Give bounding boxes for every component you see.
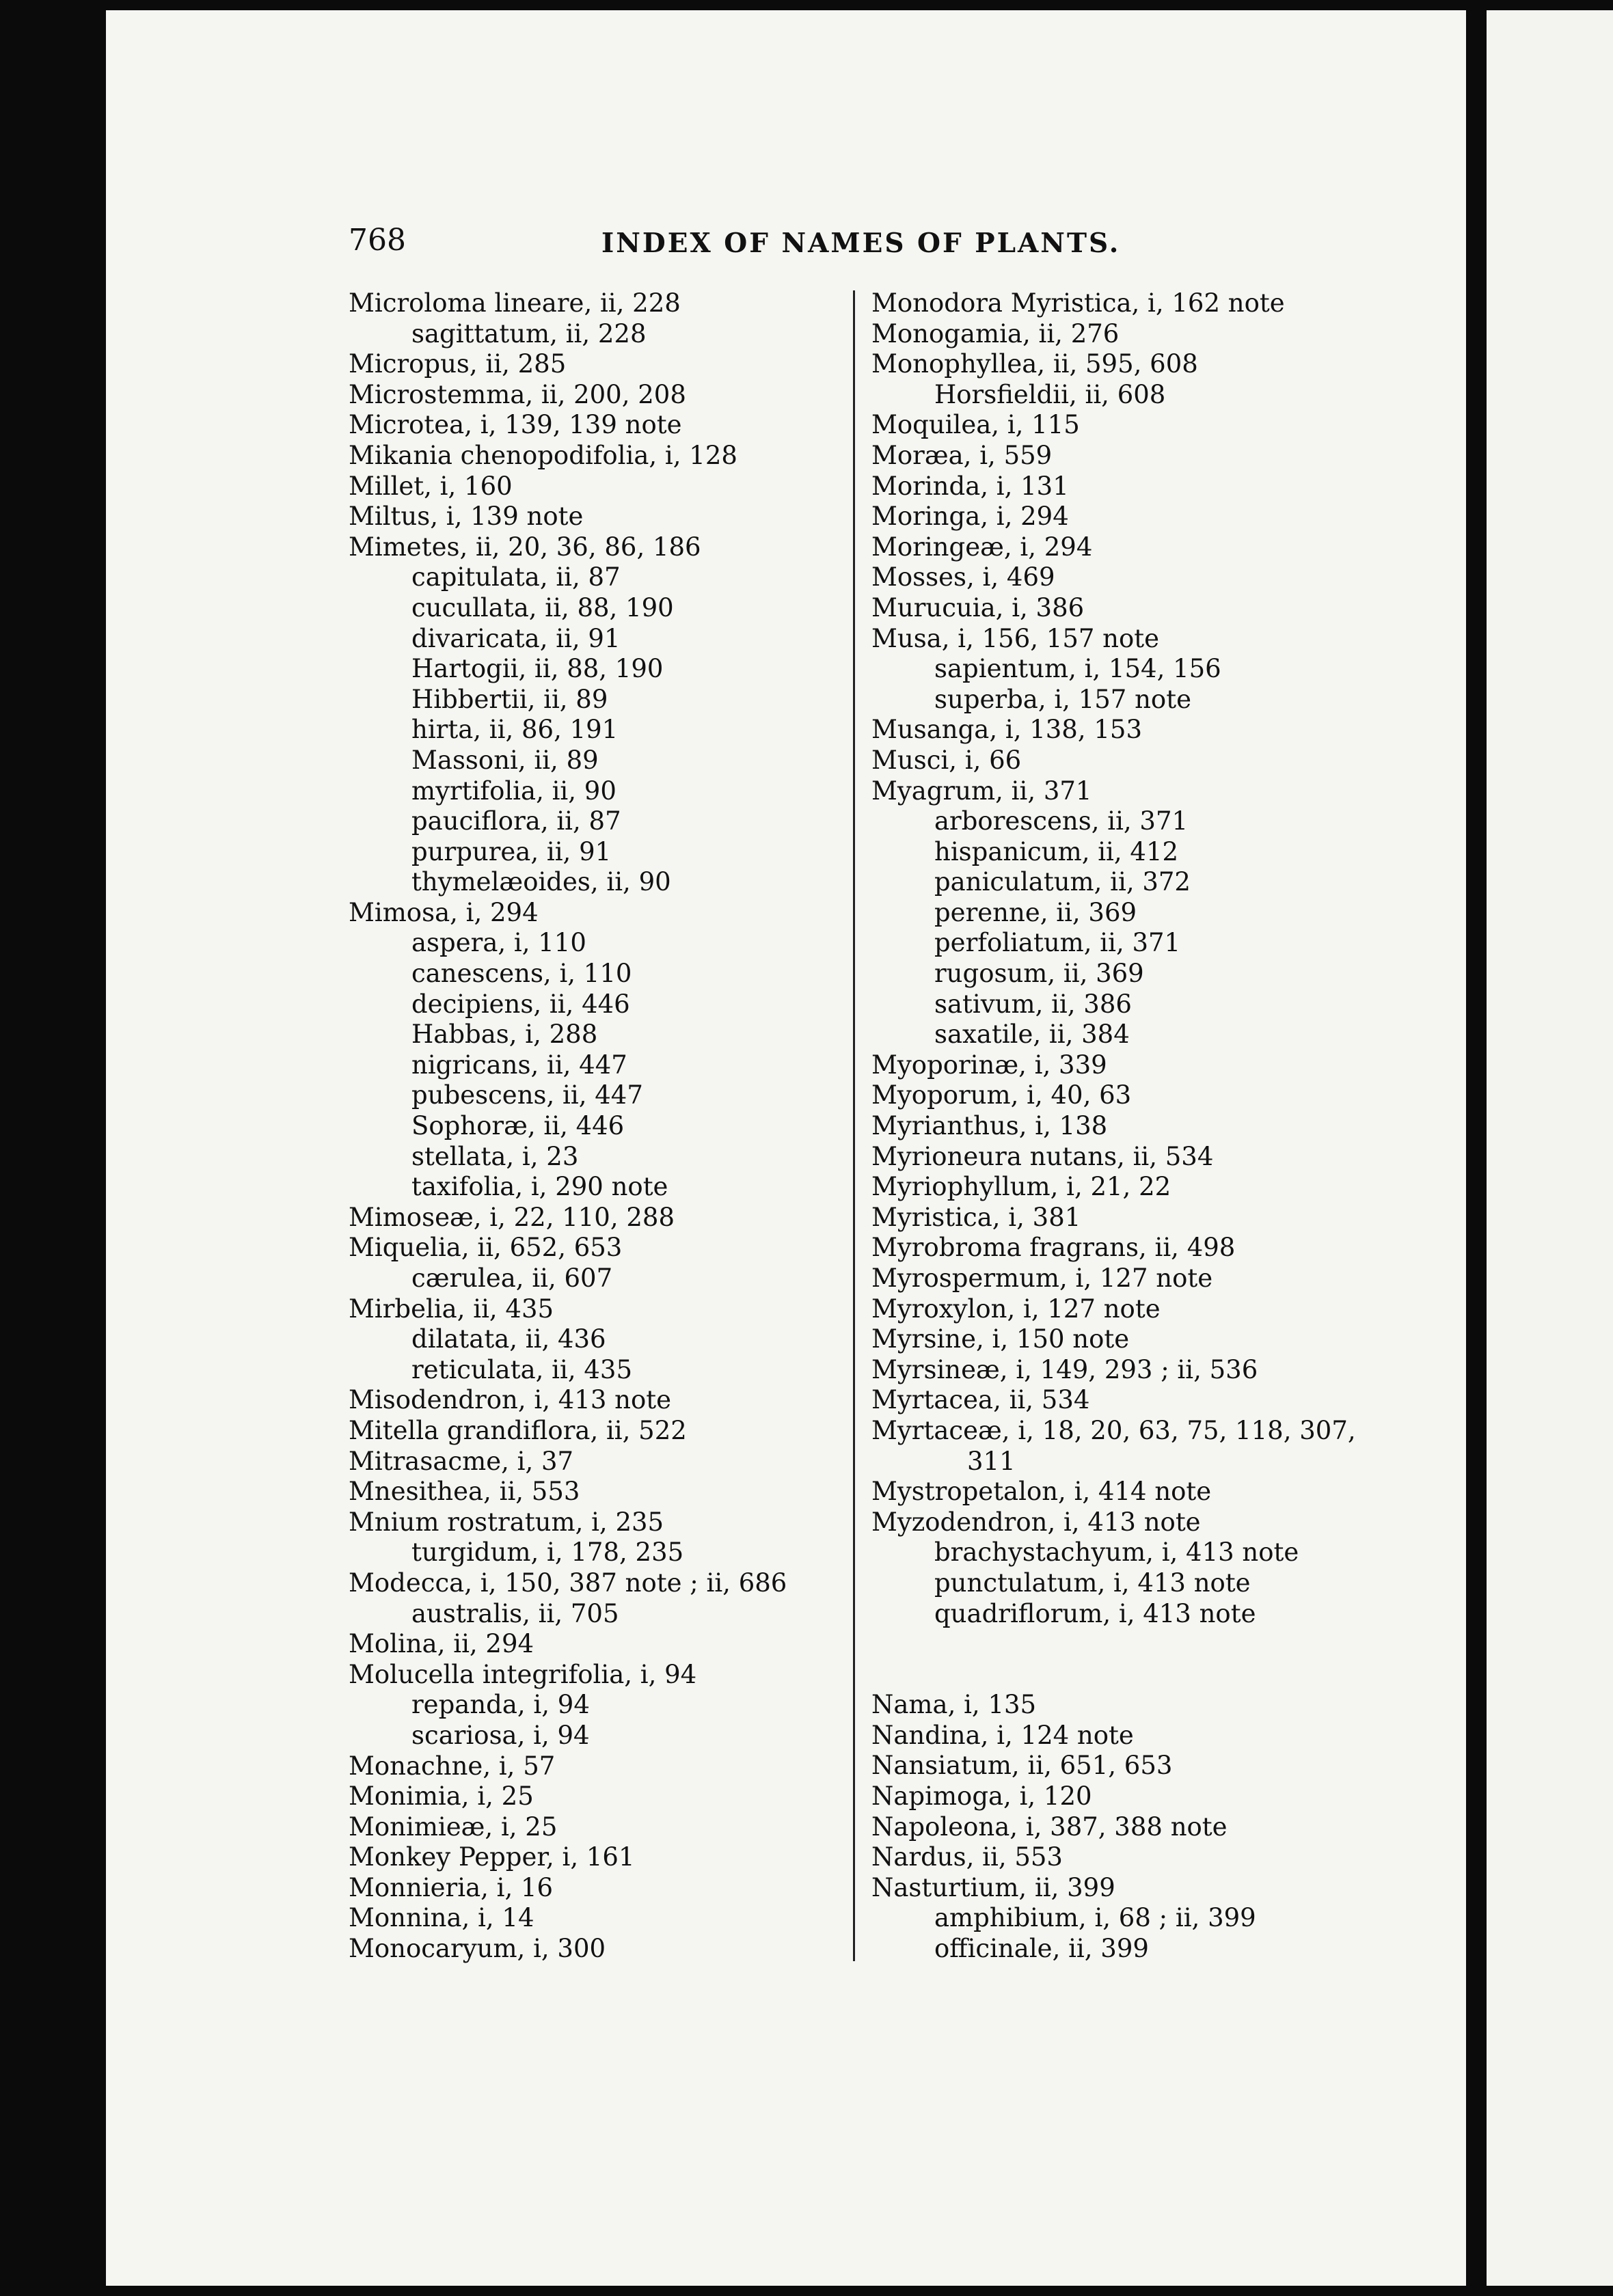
index-entry: Modecca, i, 150, 387 note ; ii, 686 — [349, 1568, 787, 1598]
index-entry: Millet, i, 160 — [349, 471, 513, 501]
index-subentry: quadriflorum, i, 413 note — [934, 1598, 1256, 1628]
index-entry: Microtea, i, 139, 139 note — [349, 410, 682, 440]
index-entry: Miquelia, ii, 652, 653 — [349, 1233, 623, 1263]
index-entry: Myroxylon, i, 127 note — [871, 1294, 1161, 1324]
index-entry: Monnina, i, 14 — [349, 1903, 534, 1933]
index-entry: Murucuia, i, 386 — [871, 592, 1085, 623]
index-entry: Mimoseæ, i, 22, 110, 288 — [349, 1202, 675, 1232]
index-subentry: australis, ii, 705 — [411, 1598, 619, 1628]
index-subentry: pauciflora, ii, 87 — [411, 806, 621, 836]
index-entry: Molucella integrifolia, i, 94 — [349, 1659, 697, 1689]
index-subentry: repanda, i, 94 — [411, 1690, 590, 1720]
index-entry: Musa, i, 156, 157 note — [871, 623, 1160, 653]
index-subentry: perfoliatum, ii, 371 — [934, 928, 1181, 958]
index-subentry: perenne, ii, 369 — [934, 897, 1137, 927]
index-entry: Nama, i, 135 — [871, 1690, 1037, 1720]
index-subentry: punctulatum, i, 413 note — [934, 1568, 1251, 1598]
page-gutter — [1466, 0, 1487, 2296]
index-entry: Mirbelia, ii, 435 — [349, 1294, 554, 1324]
index-subentry: turgidum, i, 178, 235 — [411, 1538, 684, 1568]
running-head — [349, 220, 1374, 261]
index-subentry: scariosa, i, 94 — [411, 1720, 590, 1750]
index-entry: Napimoga, i, 120 — [871, 1781, 1092, 1811]
index-subentry: stellata, i, 23 — [411, 1141, 579, 1171]
index-subentry: aspera, i, 110 — [411, 928, 586, 958]
index-subentry: saxatile, ii, 384 — [934, 1020, 1130, 1050]
index-entry: Micropus, ii, 285 — [349, 349, 567, 379]
index-entry: Nansiatum, ii, 651, 653 — [871, 1751, 1173, 1781]
column-divider — [853, 290, 855, 1961]
index-subentry: sativum, ii, 386 — [934, 989, 1132, 1019]
index-subentry: arborescens, ii, 371 — [934, 806, 1189, 836]
index-entry: Misodendron, i, 413 note — [349, 1385, 672, 1415]
index-subentry: cucullata, ii, 88, 190 — [411, 592, 674, 623]
index-entry: Musanga, i, 138, 153 — [871, 715, 1142, 745]
index-subentry: canescens, i, 110 — [411, 959, 632, 989]
index-entry: Moquilea, i, 115 — [871, 410, 1080, 440]
index-column-left — [349, 288, 841, 1965]
index-entry: Mimetes, ii, 20, 36, 86, 186 — [349, 532, 701, 562]
page-number: 768 — [349, 223, 406, 258]
index-subentry: Habbas, i, 288 — [411, 1020, 598, 1050]
index-subentry: nigricans, ii, 447 — [411, 1050, 627, 1080]
index-entry: Myrianthus, i, 138 — [871, 1111, 1108, 1141]
index-entry: Monophyllea, ii, 595, 608 — [871, 349, 1198, 379]
index-subentry: purpurea, ii, 91 — [411, 836, 612, 866]
index-entry: Monimieæ, i, 25 — [349, 1812, 558, 1842]
index-entry: Myrobroma fragrans, ii, 498 — [871, 1233, 1236, 1263]
index-subentry: Horsfieldii, ii, 608 — [934, 379, 1166, 409]
index-entry: Monachne, i, 57 — [349, 1751, 556, 1781]
index-entry: Myoporum, i, 40, 63 — [871, 1080, 1132, 1110]
index-entry: Musci, i, 66 — [871, 745, 1022, 775]
index-entry: Mitella grandiflora, ii, 522 — [349, 1415, 687, 1445]
index-subentry: dilatata, ii, 436 — [411, 1324, 606, 1354]
index-subentry: hirta, ii, 86, 191 — [411, 715, 619, 745]
index-subentry: divaricata, ii, 91 — [411, 623, 621, 653]
index-entry: Myrtacea, ii, 534 — [871, 1385, 1090, 1415]
index-subentry: Hibbertii, ii, 89 — [411, 684, 608, 714]
index-subentry: decipiens, ii, 446 — [411, 989, 630, 1019]
index-subentry: myrtifolia, ii, 90 — [411, 776, 616, 806]
index-entry: Mimosa, i, 294 — [349, 897, 539, 927]
index-subentry: cærulea, ii, 607 — [411, 1263, 613, 1293]
index-entry: Myoporinæ, i, 339 — [871, 1050, 1107, 1080]
index-entry: Molina, ii, 294 — [349, 1629, 534, 1659]
index-entry: Mosses, i, 469 — [871, 562, 1055, 592]
index-entry: Myrtaceæ, i, 18, 20, 63, 75, 118, 307, — [871, 1415, 1356, 1445]
index-subentry: hispanicum, ii, 412 — [934, 836, 1179, 866]
index-entry: Nardus, ii, 553 — [871, 1842, 1063, 1872]
index-subentry: capitulata, ii, 87 — [411, 562, 621, 592]
index-entry: Myrospermum, i, 127 note — [871, 1263, 1213, 1293]
index-entry: Nandina, i, 124 note — [871, 1720, 1134, 1750]
index-entry: Microloma lineare, ii, 228 — [349, 288, 681, 318]
section-gap — [871, 1629, 1446, 1690]
index-entry: Moræa, i, 559 — [871, 440, 1053, 470]
index-entry: Monodora Myristica, i, 162 note — [871, 288, 1285, 318]
index-entry: Moringeæ, i, 294 — [871, 532, 1093, 562]
index-entry: Mikania chenopodifolia, i, 128 — [349, 440, 737, 470]
index-subentry: Massoni, ii, 89 — [411, 745, 599, 775]
index-subentry: thymelæoides, ii, 90 — [411, 867, 671, 897]
index-entry: Monnieria, i, 16 — [349, 1872, 554, 1902]
index-subentry: reticulata, ii, 435 — [411, 1354, 632, 1384]
index-entry: Monogamia, ii, 276 — [871, 318, 1120, 348]
index-entry: Myrsineæ, i, 149, 293 ; ii, 536 — [871, 1354, 1258, 1384]
index-entry: Myriophyllum, i, 21, 22 — [871, 1172, 1171, 1202]
index-entry: Mystropetalon, i, 414 note — [871, 1477, 1212, 1507]
index-entry: Microstemma, ii, 200, 208 — [349, 379, 686, 409]
index-subentry: Hartogii, ii, 88, 190 — [411, 654, 664, 684]
index-entry: Mitrasacme, i, 37 — [349, 1446, 574, 1476]
index-entry: Myzodendron, i, 413 note — [871, 1507, 1201, 1537]
index-entry: Napoleona, i, 387, 388 note — [871, 1812, 1228, 1842]
index-subentry: brachystachyum, i, 413 note — [934, 1538, 1299, 1568]
index-subentry: pubescens, ii, 447 — [411, 1080, 643, 1110]
index-subentry: rugosum, ii, 369 — [934, 959, 1144, 989]
index-entry: Monimia, i, 25 — [349, 1781, 534, 1812]
index-subentry: Sophoræ, ii, 446 — [411, 1111, 625, 1141]
index-subentry: paniculatum, ii, 372 — [934, 867, 1191, 897]
index-entry: Nasturtium, ii, 399 — [871, 1872, 1115, 1902]
index-entry: Myrioneura nutans, ii, 534 — [871, 1141, 1214, 1171]
facing-page-edge — [1487, 10, 1613, 2286]
index-subentry: taxifolia, i, 290 note — [411, 1172, 668, 1202]
index-entry: Monkey Pepper, i, 161 — [349, 1842, 635, 1872]
index-entry: Mnium rostratum, i, 235 — [349, 1507, 664, 1537]
index-entry: Moringa, i, 294 — [871, 502, 1069, 532]
index-column-right — [871, 288, 1446, 1964]
index-subentry: officinale, ii, 399 — [934, 1933, 1149, 1963]
index-subentry: amphibium, i, 68 ; ii, 399 — [934, 1903, 1256, 1933]
index-entry: Morinda, i, 131 — [871, 471, 1069, 501]
index-entry: Myristica, i, 381 — [871, 1202, 1081, 1232]
index-entry: Monocaryum, i, 300 — [349, 1934, 606, 1964]
index-entry: Mnesithea, ii, 553 — [349, 1477, 580, 1507]
index-subentry: 311 — [967, 1446, 1016, 1476]
index-subentry: sapientum, i, 154, 156 — [934, 654, 1221, 684]
index-subentry: sagittatum, ii, 228 — [411, 318, 647, 348]
index-subentry: superba, i, 157 note — [934, 684, 1191, 714]
page-title: INDEX OF NAMES OF PLANTS. — [601, 228, 1121, 259]
index-entry: Myagrum, ii, 371 — [871, 776, 1092, 806]
index-entry: Miltus, i, 139 note — [349, 502, 584, 532]
index-entry: Myrsine, i, 150 note — [871, 1324, 1130, 1354]
